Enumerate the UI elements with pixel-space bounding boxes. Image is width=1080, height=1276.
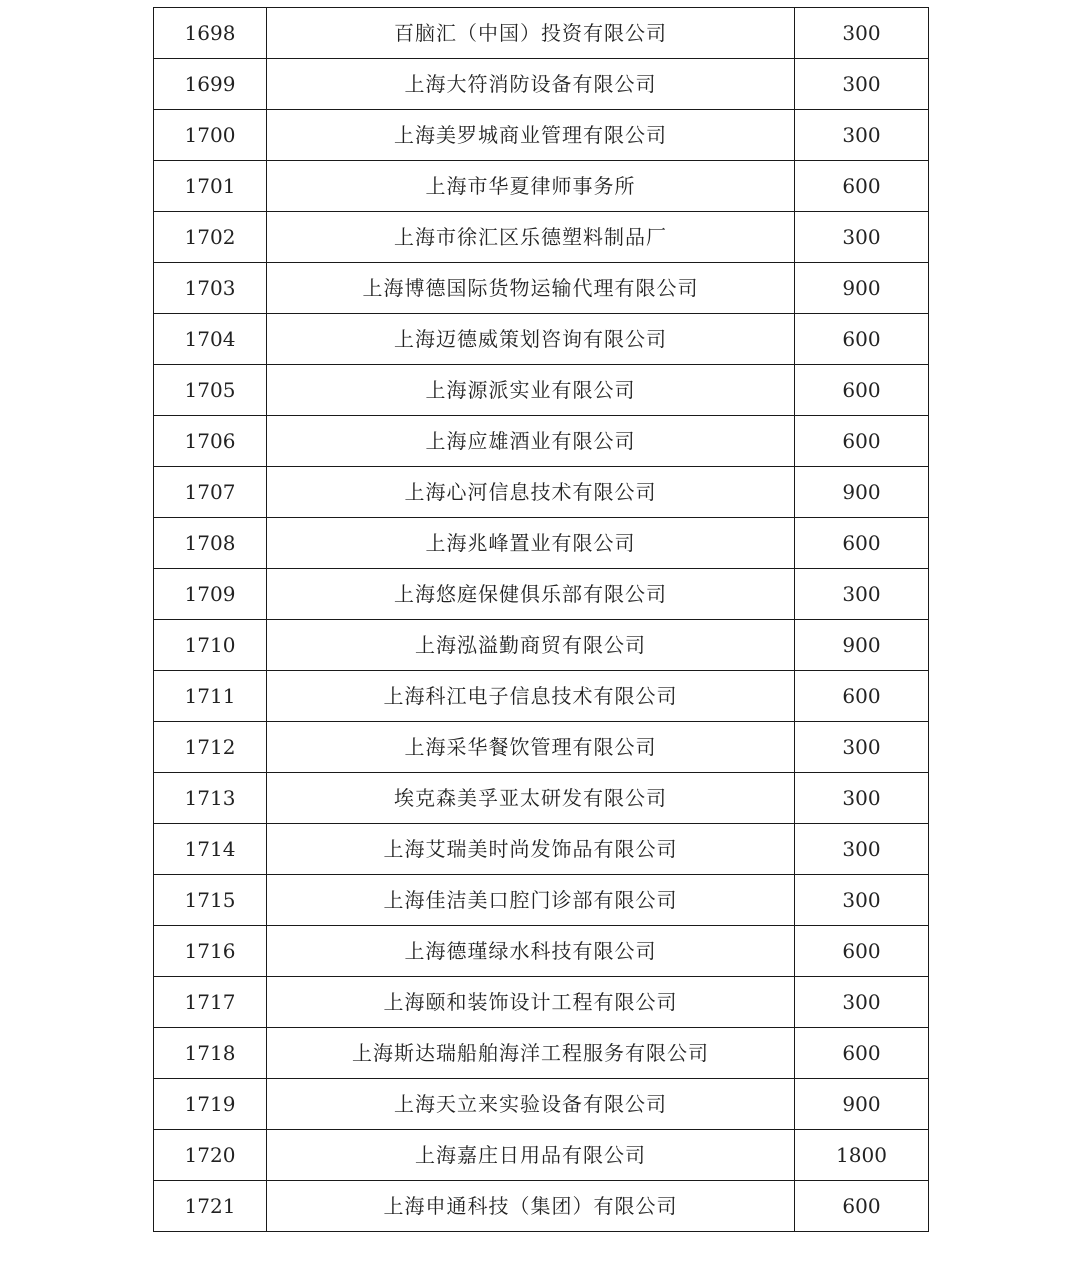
company-name: 上海市华夏律师事务所 bbox=[267, 161, 795, 212]
amount: 600 bbox=[795, 1181, 929, 1232]
company-name: 上海德瑾绿水科技有限公司 bbox=[267, 926, 795, 977]
row-number: 1721 bbox=[154, 1181, 267, 1232]
company-name: 上海心河信息技术有限公司 bbox=[267, 467, 795, 518]
amount: 300 bbox=[795, 773, 929, 824]
company-name: 上海申通科技（集团）有限公司 bbox=[267, 1181, 795, 1232]
row-number: 1717 bbox=[154, 977, 267, 1028]
row-number: 1707 bbox=[154, 467, 267, 518]
amount: 900 bbox=[795, 620, 929, 671]
amount: 300 bbox=[795, 212, 929, 263]
table-row bbox=[154, 416, 929, 467]
row-number: 1710 bbox=[154, 620, 267, 671]
company-table-body bbox=[154, 8, 929, 1232]
table-row bbox=[154, 110, 929, 161]
row-number: 1703 bbox=[154, 263, 267, 314]
table-row bbox=[154, 365, 929, 416]
amount: 900 bbox=[795, 263, 929, 314]
table-row bbox=[154, 1028, 929, 1079]
table-row bbox=[154, 977, 929, 1028]
company-name: 上海美罗城商业管理有限公司 bbox=[267, 110, 795, 161]
amount: 600 bbox=[795, 1028, 929, 1079]
table-row bbox=[154, 263, 929, 314]
amount: 600 bbox=[795, 365, 929, 416]
table-row bbox=[154, 875, 929, 926]
amount: 600 bbox=[795, 161, 929, 212]
row-number: 1718 bbox=[154, 1028, 267, 1079]
company-name: 上海大符消防设备有限公司 bbox=[267, 59, 795, 110]
amount: 300 bbox=[795, 8, 929, 59]
amount: 600 bbox=[795, 671, 929, 722]
amount: 900 bbox=[795, 467, 929, 518]
company-name: 上海艾瑞美时尚发饰品有限公司 bbox=[267, 824, 795, 875]
table-row bbox=[154, 59, 929, 110]
row-number: 1698 bbox=[154, 8, 267, 59]
company-name: 埃克森美孚亚太研发有限公司 bbox=[267, 773, 795, 824]
amount: 600 bbox=[795, 416, 929, 467]
company-name: 上海悠庭保健俱乐部有限公司 bbox=[267, 569, 795, 620]
row-number: 1712 bbox=[154, 722, 267, 773]
table-row bbox=[154, 212, 929, 263]
table-row bbox=[154, 314, 929, 365]
amount: 300 bbox=[795, 824, 929, 875]
amount: 300 bbox=[795, 569, 929, 620]
company-name: 上海斯达瑞船舶海洋工程服务有限公司 bbox=[267, 1028, 795, 1079]
company-name: 上海兆峰置业有限公司 bbox=[267, 518, 795, 569]
row-number: 1708 bbox=[154, 518, 267, 569]
row-number: 1699 bbox=[154, 59, 267, 110]
table-row bbox=[154, 722, 929, 773]
row-number: 1704 bbox=[154, 314, 267, 365]
amount: 300 bbox=[795, 110, 929, 161]
row-number: 1709 bbox=[154, 569, 267, 620]
row-number: 1700 bbox=[154, 110, 267, 161]
table-row bbox=[154, 1079, 929, 1130]
company-name: 上海采华餐饮管理有限公司 bbox=[267, 722, 795, 773]
row-number: 1702 bbox=[154, 212, 267, 263]
amount: 300 bbox=[795, 59, 929, 110]
table-row bbox=[154, 824, 929, 875]
table-row bbox=[154, 671, 929, 722]
company-name: 上海天立来实验设备有限公司 bbox=[267, 1079, 795, 1130]
company-name: 上海科江电子信息技术有限公司 bbox=[267, 671, 795, 722]
company-name: 百脑汇（中国）投资有限公司 bbox=[267, 8, 795, 59]
row-number: 1714 bbox=[154, 824, 267, 875]
amount: 1800 bbox=[795, 1130, 929, 1181]
amount: 600 bbox=[795, 314, 929, 365]
row-number: 1715 bbox=[154, 875, 267, 926]
company-table bbox=[153, 7, 929, 1232]
table-row bbox=[154, 569, 929, 620]
table-row bbox=[154, 620, 929, 671]
table-row bbox=[154, 8, 929, 59]
row-number: 1720 bbox=[154, 1130, 267, 1181]
amount: 600 bbox=[795, 926, 929, 977]
amount: 600 bbox=[795, 518, 929, 569]
amount: 300 bbox=[795, 977, 929, 1028]
amount: 300 bbox=[795, 722, 929, 773]
row-number: 1711 bbox=[154, 671, 267, 722]
company-name: 上海颐和装饰设计工程有限公司 bbox=[267, 977, 795, 1028]
row-number: 1706 bbox=[154, 416, 267, 467]
row-number: 1701 bbox=[154, 161, 267, 212]
company-name: 上海泓溢勤商贸有限公司 bbox=[267, 620, 795, 671]
company-name: 上海佳洁美口腔门诊部有限公司 bbox=[267, 875, 795, 926]
table-row bbox=[154, 1181, 929, 1232]
row-number: 1713 bbox=[154, 773, 267, 824]
table-row bbox=[154, 1130, 929, 1181]
table-row bbox=[154, 926, 929, 977]
amount: 300 bbox=[795, 875, 929, 926]
table-row bbox=[154, 773, 929, 824]
company-name: 上海博德国际货物运输代理有限公司 bbox=[267, 263, 795, 314]
row-number: 1705 bbox=[154, 365, 267, 416]
table-row bbox=[154, 467, 929, 518]
company-name: 上海市徐汇区乐德塑料制品厂 bbox=[267, 212, 795, 263]
company-name: 上海迈德威策划咨询有限公司 bbox=[267, 314, 795, 365]
amount: 900 bbox=[795, 1079, 929, 1130]
table-row bbox=[154, 518, 929, 569]
company-name: 上海应雄酒业有限公司 bbox=[267, 416, 795, 467]
company-name: 上海嘉庄日用品有限公司 bbox=[267, 1130, 795, 1181]
table-row bbox=[154, 161, 929, 212]
row-number: 1716 bbox=[154, 926, 267, 977]
company-name: 上海源派实业有限公司 bbox=[267, 365, 795, 416]
row-number: 1719 bbox=[154, 1079, 267, 1130]
